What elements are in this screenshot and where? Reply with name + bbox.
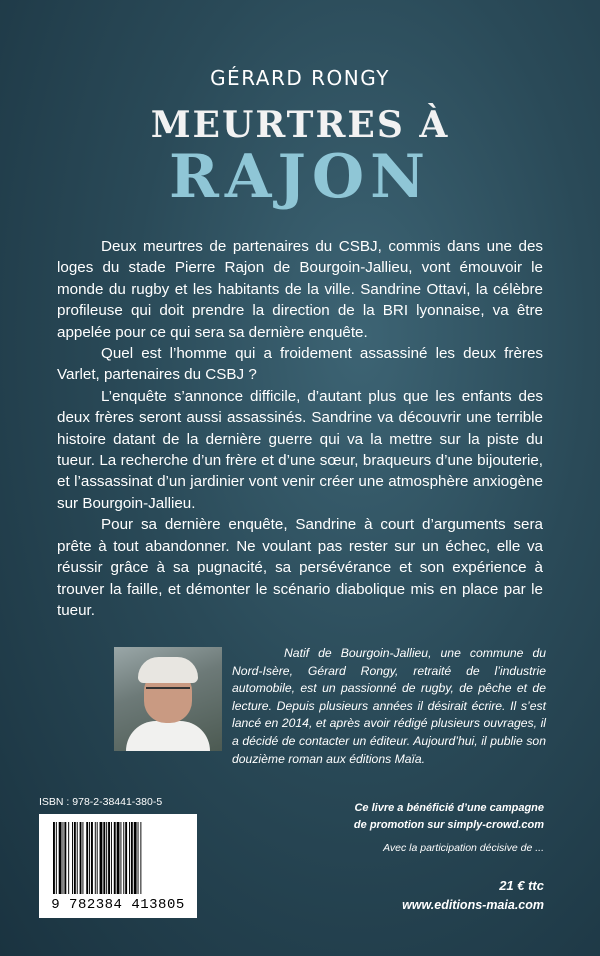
barcode-digits: 9 782384 413805 (51, 897, 185, 913)
barcode-bar (74, 822, 76, 894)
barcode-bar (117, 822, 120, 894)
synopsis (57, 236, 543, 621)
photo-shirt (126, 721, 210, 751)
author-name: GÉRARD RONGY (210, 66, 390, 90)
barcode-bars-icon (53, 822, 183, 894)
synopsis-paragraph: Pour sa dernière enquête, Sandrine à court d’arguments sera prête à tout abandonner. Ne voulant pas rester sur un échec, elle va réussir grâce à sa pugnacité, sa persévérance et son expérience à trouver la faille, et démonter le scénario diabolique mis en place par le tueur. (57, 516, 543, 619)
barcode-bar (140, 822, 141, 894)
barcode-bar (131, 822, 133, 894)
isbn: ISBN : 978-2-38441-380-5 (39, 796, 163, 808)
promo-line2: de promotion sur simply-crowd.com (353, 819, 544, 831)
author-bio (232, 645, 546, 768)
barcode-bar (129, 822, 130, 894)
barcode-bar (64, 822, 66, 894)
barcode-bar (108, 822, 110, 894)
photo-glasses (146, 687, 190, 699)
participation-text: Avec la participation décisive de ... (383, 842, 544, 854)
barcode-bar (138, 822, 139, 894)
barcode-bar (86, 822, 88, 894)
author-photo (114, 647, 222, 751)
barcode-bar (63, 822, 64, 894)
barcode-bar (111, 822, 112, 894)
barcode-bar (106, 822, 107, 894)
synopsis-paragraph: Quel est l’homme qui a froidement assassiné les deux frères Varlet, partenaires du CSBJ ? (57, 345, 543, 384)
barcode-bar (59, 822, 62, 894)
book-title-line2: RAJON (169, 142, 431, 212)
author-bio-text: Natif de Bourgoin-Jallieu, une commune du Nord-Isère, Gérard Rongy, retraité de l’industrie automobile, est un passionné de rugby, de pêche et de lecture. Depuis plusieurs années il désirait écrire. Il s’est lancé en 2014, et après avoir rédigé plusieurs ouvrages, il a décidé de contacter un éditeur. Aujourd’hui, il publie son douzième roman aux éditions Maïa. (232, 646, 546, 766)
photo-hair (138, 657, 198, 683)
book-title-line1: MEURTRES À (150, 104, 450, 146)
barcode-bar (91, 822, 93, 894)
promo-line1: Ce livre a bénéficié d’une campagne (354, 802, 544, 814)
publisher-website: www.editions-maia.com (402, 898, 544, 912)
barcode-bar (114, 822, 116, 894)
barcode-bar (134, 822, 137, 894)
barcode-bar (53, 822, 55, 894)
barcode-bar (123, 822, 124, 894)
barcode-bar (89, 822, 90, 894)
barcode-bar (80, 822, 82, 894)
barcode-bar (72, 822, 73, 894)
barcode-bar (77, 822, 78, 894)
barcode-bar (95, 822, 96, 894)
barcode-bar (82, 822, 83, 894)
barcode-bar (120, 822, 121, 894)
price: 21 € ttc (499, 878, 544, 893)
barcode-bar (68, 822, 69, 894)
barcode-bar (97, 822, 98, 894)
barcode (39, 814, 197, 918)
synopsis-paragraph: L’enquête s’annonce difficile, d’autant plus que les enfants des deux frères seront aussi assassinés. Sandrine va découvrir une terrible histoire datant de la dernière guerre qui va la mettre sur la piste du tueur. La recherche d’un frère et d’une sœur, braqueurs d’une bijouterie, et l’assassinat d’un jardinier vont venir créer une atmosphère anxiogène sur Bourgoin-Jallieu. (57, 387, 543, 512)
barcode-bar (100, 822, 103, 894)
promo-text (244, 800, 544, 834)
barcode-bar (125, 822, 127, 894)
barcode-bar (103, 822, 105, 894)
barcode-bar (56, 822, 57, 894)
synopsis-paragraph: Deux meurtres de partenaires du CSBJ, commis dans une des loges du stade Pierre Rajon de Bourgoin-Jallieu, vont émouvoir le monde du rugby et les habitants de la ville. Sandrine Ottavi, la célèbre profileuse qui doit prendre la direction de la BRI lyonnaise, va être appelée pour ce qui sera sa dernière enquête. (57, 238, 543, 341)
